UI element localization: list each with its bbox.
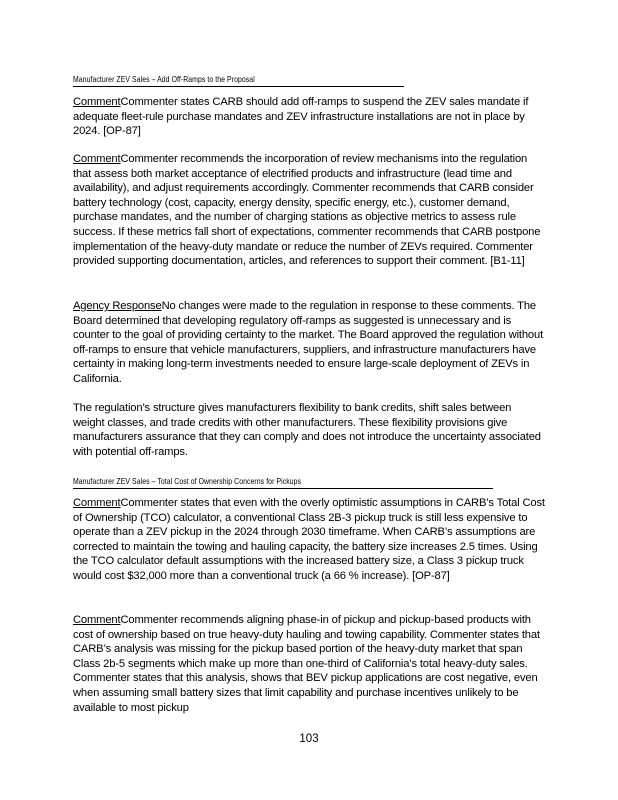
comment-text: Commenter states that even with the overly optimistic assumptions in CARB’s Total Cost of Ownership (TCO) calculator, a conventional Class 2B-3 pickup truck is still less expensive to operate than a ZEV pickup in the 2024 through 2030 timeframe. When CARB’s assumptions are corrected to maintain the towing and hauling capacity, the battery size increases 2.5 times. Using the TCO calculator default assumptions with the increased battery size, a Class 3 pickup truck would cost $32,000 more than a conventional truck (a 66 % increase). [OP-87] <box>73 497 545 582</box>
comment-label: Comment <box>73 614 121 626</box>
response-text: The regulation’s structure gives manufacturers flexibility to bank credits, shift sales between weight classes, and trade credits with other manufacturers. These flexibility provisions give manufacturers assurance that they can comply and does not introduce the uncertainty associated with potential off-ramps. <box>73 402 541 458</box>
comment-paragraph <box>73 496 545 584</box>
comment-paragraph <box>73 95 545 139</box>
comment-paragraph <box>73 613 545 715</box>
comment-label: Comment <box>73 497 121 509</box>
section-heading: Manufacturer ZEV Sales – Add Off-Ramps to the Proposal <box>73 74 255 84</box>
heading-underline <box>73 488 493 489</box>
agency-response-label: Agency Response <box>73 300 162 312</box>
response-paragraph <box>73 401 545 459</box>
comment-label: Comment <box>73 96 121 108</box>
section-heading: Manufacturer ZEV Sales – Total Cost of Ownership Concerns for Pickups <box>73 476 302 486</box>
comment-label: Comment <box>73 153 121 165</box>
agency-response-paragraph <box>73 299 545 387</box>
comment-text: Commenter recommends the incorporation of review mechanisms into the regulation that assess both market acceptance of electrified products and infrastructure (lead time and availability), and adjust requirements accordingly. Commenter recommends that CARB consider battery technology (cost, capacity, energy density, specific energy, etc.), customer demand, purchase mandates, and the number of charging stations as objective metrics to assess rule success. If these metrics fall short of expectations, commenter recommends that CARB postpone implementation of the heavy-duty mandate or reduce the number of ZEVs required. Commenter provided supporting documentation, articles, and references to support their comment. [B1-11] <box>73 153 541 268</box>
comment-paragraph <box>73 152 545 269</box>
comment-text: Commenter recommends aligning phase-in of pickup and pickup-based products with cost of ownership based on true heavy-duty hauling and towing capability. Commenter states that CARB’s analysis was missing for the pickup based portion of the heavy-duty market that span Class 2b-5 segments which make up more than one-third of California’s total heavy-duty sales. Commenter states that this analysis, shows that BEV pickup applications are cost negative, even when assuming small battery sizes that limit capability and purchase incentives unlikely to be available to most pickup <box>73 614 540 714</box>
page-number: 103 <box>299 733 319 745</box>
agency-response-text: No changes were made to the regulation in response to these comments. The Board determined that developing regulatory off-ramps as suggested is unnecessary and is counter to the goal of providing certainty to the market. The Board approved the regulation without off-ramps to ensure that vehicle manufacturers, suppliers, and infrastructure manufacturers have certainty in making long-term investments needed to ensure large-scale deployment of ZEVs in California. <box>73 300 544 385</box>
comment-text: Commenter states CARB should add off-ramps to suspend the ZEV sales mandate if adequate fleet-rule purchase mandates and ZEV infrastructure installations are not in place by 2024. [OP-87] <box>73 96 529 138</box>
heading-underline <box>73 86 404 87</box>
